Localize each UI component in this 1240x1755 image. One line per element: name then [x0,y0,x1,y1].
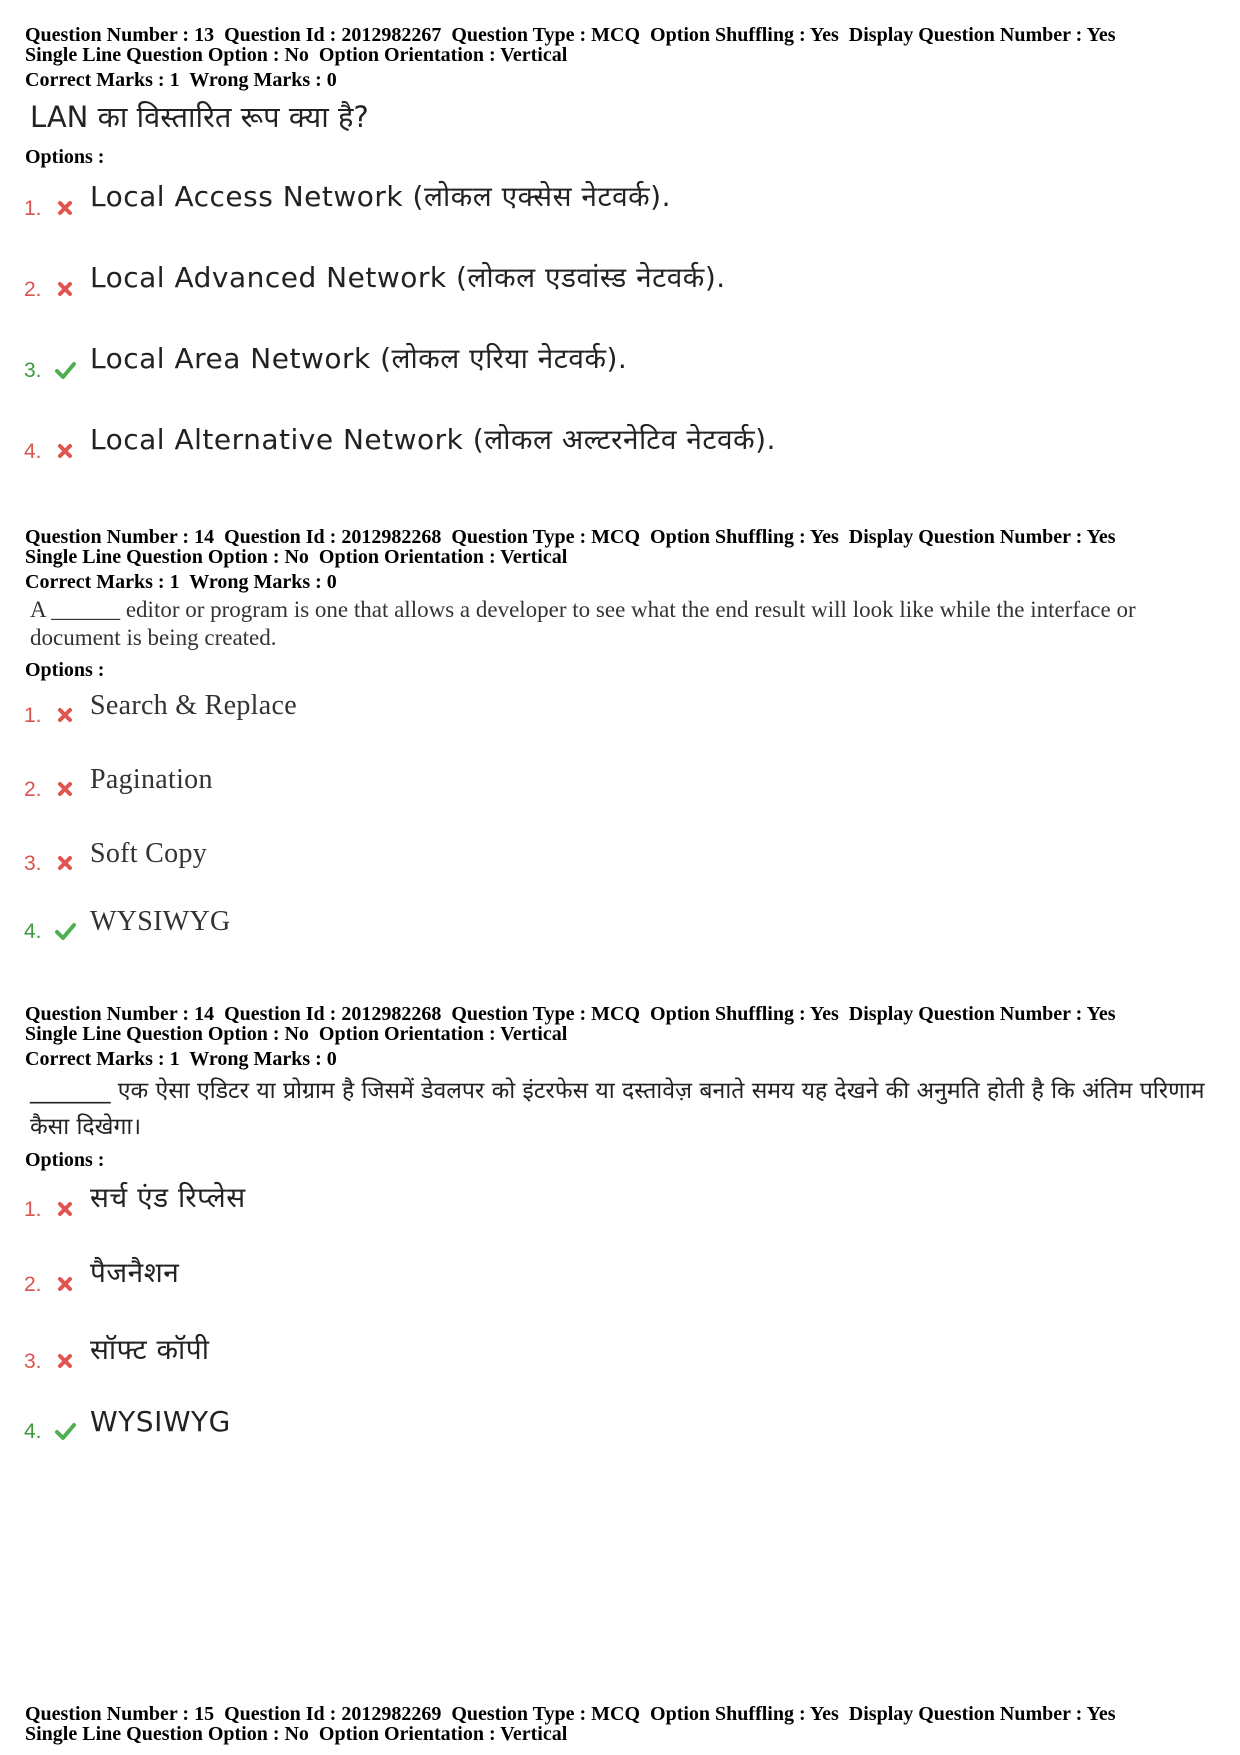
option-row [24,1176,1174,1226]
option-number: 3. [24,852,42,875]
option-row [24,418,1174,468]
question-text: A ______ editor or program is one that allows a developer to see what the end result will look like while the interface or document is being created. [30,597,1136,650]
option-text: Search & Replace [90,690,297,721]
option-number: 1. [24,704,42,727]
question-meta-line: Single Line Question Option : No Option Orientation : Vertical [25,1723,568,1745]
option-number: 4. [24,1420,42,1443]
option-text: Local Area Network (लोकल एरिया नेटवर्क). [90,342,628,375]
cross-icon [54,1273,76,1295]
option-number: 2. [24,1273,42,1296]
cross-icon [54,704,76,726]
question-meta-line: Question Number : 15 Question Id : 2012982269 Question Type : MCQ Option Shuffling : Yes Display Question Number : Yes [25,1703,1116,1725]
check-icon [54,920,76,942]
question-meta-line: Question Number : 14 Question Id : 2012982268 Question Type : MCQ Option Shuffling : Yes Display Question Number : Yes [25,1003,1116,1025]
option-number: 3. [24,1350,42,1373]
options-label: Options : [25,1149,105,1171]
option-text: WYSIWYG [90,1405,231,1438]
question-text: LAN का विस्तारित रूप क्या है? [30,100,369,134]
options-label: Options : [25,146,105,168]
option-row [24,898,1174,948]
cross-icon [54,1198,76,1220]
cross-icon [54,440,76,462]
option-number: 2. [24,778,42,801]
option-text: Local Advanced Network (लोकल एडवांस्ड नेटवर्क). [90,261,726,294]
option-row [24,682,1174,732]
question-text: _______ एक ऐसा एडिटर या प्रोग्राम है जिसमें डेवलपर को इंटरफेस या दस्तावेज़ बनाते समय यह देखने की अनुमति होती है कि अंतिम परिणाम कैसा दिखेगा। [30,1078,1205,1140]
option-text: पैजनैशन [90,1256,180,1289]
option-row [24,1251,1174,1301]
cross-icon [54,278,76,300]
option-number: 2. [24,278,42,301]
option-text: Soft Copy [90,838,208,869]
option-text: Pagination [90,764,213,795]
option-text: सॉफ्ट कॉपी [90,1333,210,1366]
cross-icon [54,197,76,219]
question-meta-line: Single Line Question Option : No Option Orientation : Vertical [25,1023,568,1045]
option-number: 3. [24,359,42,382]
option-number: 1. [24,1198,42,1221]
question-meta-line: Single Line Question Option : No Option Orientation : Vertical [25,546,568,568]
question-marks-line: Correct Marks : 1 Wrong Marks : 0 [25,571,337,593]
question-marks-line: Correct Marks : 1 Wrong Marks : 0 [25,69,337,91]
question-marks-line: Correct Marks : 1 Wrong Marks : 0 [25,1048,337,1070]
options-label: Options : [25,659,105,681]
option-row [24,1328,1174,1378]
option-text: Local Access Network (लोकल एक्सेस नेटवर्क). [90,180,671,213]
option-text: Local Alternative Network (लोकल अल्टरनेटिव नेटवर्क). [90,423,776,456]
option-row [24,756,1174,806]
option-row [24,1398,1174,1448]
question-meta-line: Question Number : 14 Question Id : 2012982268 Question Type : MCQ Option Shuffling : Yes Display Question Number : Yes [25,526,1116,548]
option-number: 4. [24,440,42,463]
cross-icon [54,778,76,800]
option-row [24,175,1174,225]
option-row [24,256,1174,306]
check-icon [54,359,76,381]
option-number: 1. [24,197,42,220]
cross-icon [54,852,76,874]
question-meta-line: Single Line Question Option : No Option Orientation : Vertical [25,44,568,66]
option-number: 4. [24,920,42,943]
option-row [24,337,1174,387]
option-text: सर्च एंड रिप्लेस [90,1181,246,1214]
question-meta-line: Question Number : 13 Question Id : 2012982267 Question Type : MCQ Option Shuffling : Yes Display Question Number : Yes [25,24,1116,46]
option-row [24,830,1174,880]
option-text: WYSIWYG [90,906,231,937]
check-icon [54,1420,76,1442]
cross-icon [54,1350,76,1372]
